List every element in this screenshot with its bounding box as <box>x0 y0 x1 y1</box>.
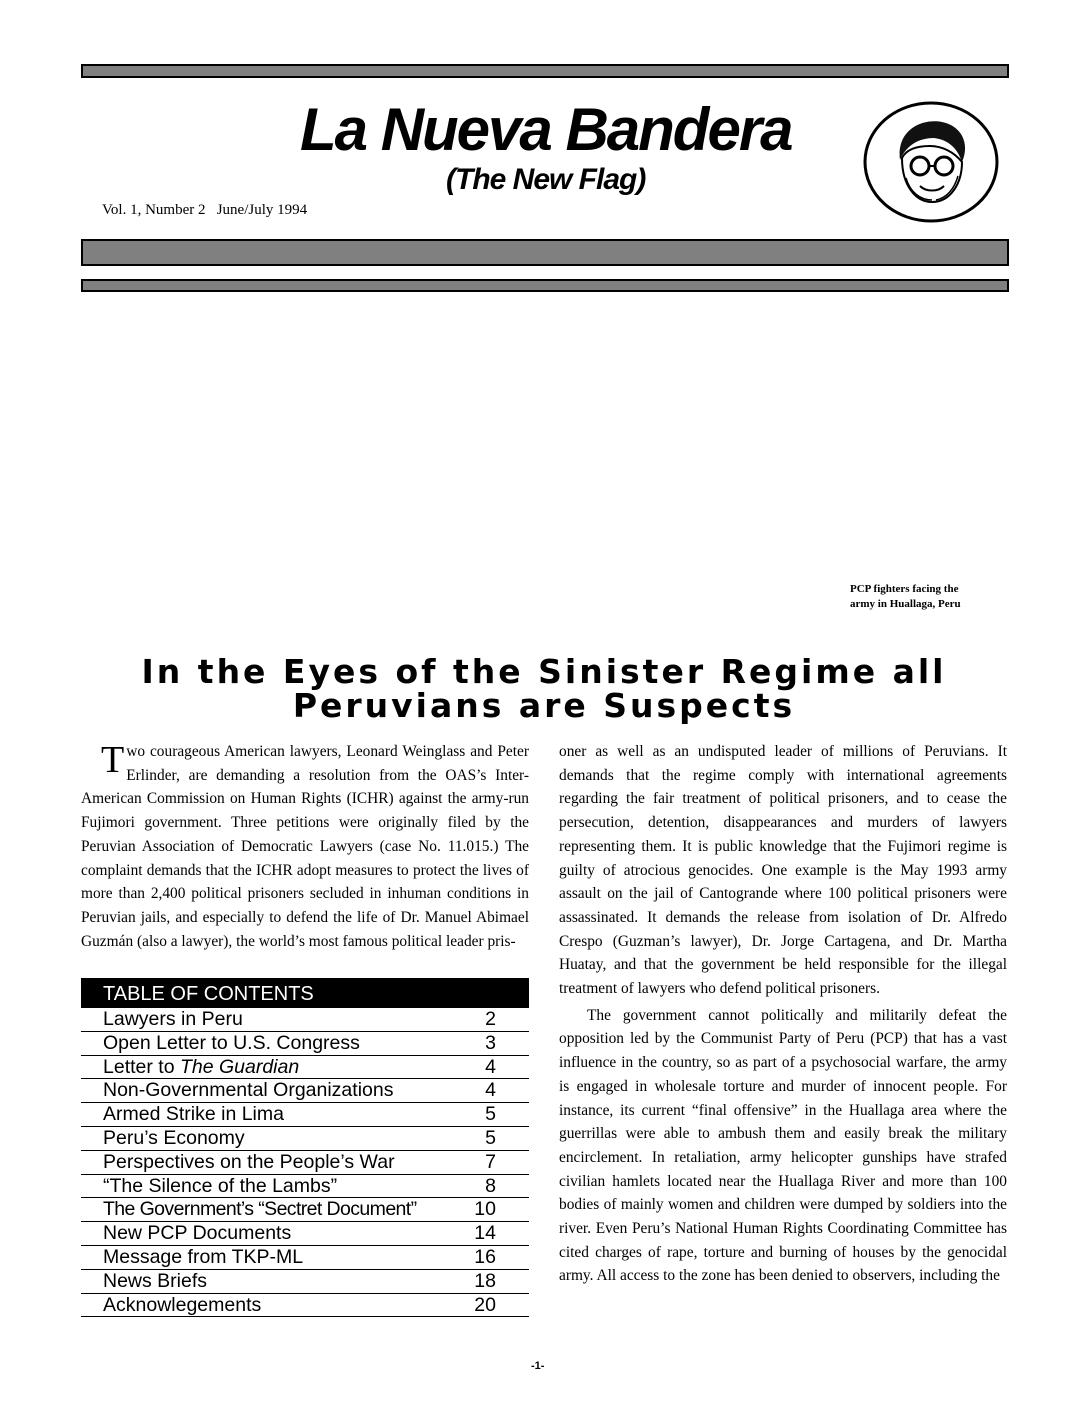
toc-entry-title-text: Letter to <box>103 1055 180 1078</box>
toc-entry-page: 2 <box>485 1008 496 1030</box>
photo-caption <box>850 582 1010 612</box>
toc-entry[interactable] <box>81 1032 529 1056</box>
table-of-contents <box>81 978 529 1317</box>
article-paragraph: wo courageous American lawyers, Leonard Weinglass and Peter Erlinder, are demanding a resolution from the OAS’s Inter-American Commission on Human Rights (ICHR) against the army-run Fujimori government. Three petitions were originally filed by the Peruvian Association of Democratic Lawyers (case No. 11.015.) The complaint demands that the ICHR adopt measures to protect the lives of more than 2,400 political prisoners secluded in inhuman conditions in Peruvian jails, and especially to defend the life of Dr. Manuel Abimael Guzmán (also a lawyer), the world’s most famous political leader pris- <box>81 743 529 950</box>
article-headline <box>90 652 998 725</box>
toc-entry-page: 20 <box>474 1293 496 1316</box>
middle-rule-bar <box>81 239 1009 266</box>
article-column-right <box>559 740 1007 1288</box>
toc-entry-title <box>103 1056 299 1078</box>
toc-entry-title: Armed Strike in Lima <box>103 1103 284 1126</box>
toc-entry[interactable] <box>81 1008 529 1032</box>
top-rule-bar <box>81 64 1009 78</box>
toc-entry[interactable] <box>81 1175 529 1199</box>
toc-entry-title: Acknowlegements <box>103 1293 262 1316</box>
article-column-left <box>81 740 529 953</box>
toc-entry-title: Perspectives on the People’s War <box>103 1150 395 1173</box>
toc-entry-page: 4 <box>485 1079 496 1102</box>
toc-entry[interactable] <box>81 1198 529 1222</box>
toc-entry[interactable] <box>81 1151 529 1175</box>
toc-entry-title: The Government’s “Sectret Document” <box>103 1198 417 1221</box>
toc-entry-title: Open Letter to U.S. Congress <box>103 1031 360 1054</box>
toc-entry-page: 8 <box>485 1174 496 1197</box>
toc-entry-page: 4 <box>485 1055 496 1078</box>
toc-entry-page: 5 <box>485 1103 496 1126</box>
toc-entry-title: New PCP Documents <box>103 1222 292 1245</box>
masthead-subtitle: (The New Flag) <box>446 163 646 196</box>
photo-caption-line: PCP fighters facing the <box>850 583 959 595</box>
toc-entry-title-italic: The Guardian <box>179 1055 300 1078</box>
toc-header: TABLE OF CONTENTS <box>81 978 529 1008</box>
lower-rule-bar <box>81 279 1009 292</box>
toc-entry-title: Message from TKP-ML <box>103 1245 304 1268</box>
toc-entry-page: 16 <box>474 1245 496 1268</box>
article-paragraph: oner as well as an undisputed leader of millions of Peruvians. It demands that the regime comply with international agreements regarding the fair treatment of political prisoners, and to cease the persecution, detention, disappearances and murders of lawyers representing them. It is public knowledge that the Fujimori regime is guilty of atrocious genocides. One example is the May 1993 army assault on the jail of Cantogrande where 100 political prisoners were assassinated. It demands the release from isolation of Dr. Alfredo Crespo (Guzman’s lawyer), Dr. Jorge Cartagena, and Dr. Martha Huatay, and that the government be held responsible for the illegal treatment of lawyers who defend political prisoners. <box>559 743 1007 998</box>
toc-entry-title: News Briefs <box>103 1269 208 1292</box>
toc-entry-page: 10 <box>474 1198 496 1221</box>
headline-line: In the Eyes of the Sinister Regime all <box>141 652 947 691</box>
drop-cap: T <box>101 739 125 781</box>
masthead-title: La Nueva Bandera <box>300 96 792 163</box>
toc-entry-page: 14 <box>474 1222 496 1245</box>
toc-entry[interactable] <box>81 1246 529 1270</box>
toc-entry[interactable] <box>81 1270 529 1294</box>
photo-caption-line: army in Huallaga, Peru <box>850 598 961 610</box>
toc-entry-title: Lawyers in Peru <box>103 1008 243 1030</box>
toc-entry[interactable] <box>81 1127 529 1151</box>
issue-line: Vol. 1, Number 2 June/July 1994 <box>102 202 308 218</box>
toc-entry-title: Non-Governmental Organizations <box>103 1079 394 1102</box>
toc-entry[interactable] <box>81 1294 529 1318</box>
toc-entry[interactable] <box>81 1103 529 1127</box>
toc-entry[interactable] <box>81 1056 529 1080</box>
article-paragraph: The government cannot politically and militarily defeat the opposition led by the Communist Party of Peru (PCP) that has a vast influence in the country, so as part of a psychosocial warfare, the army is engaged in wholesale torture and murder of innocent people. For instance, its current “final offensive” in the Huallaga area where the guerrillas were able to ambush them and easily break the military encirclement. In retaliation, army helicopter gunships have strafed civilian hamlets located near the Huallaga River and more than 100 bodies of mainly women and children were dumped by soldiers into the river. Even Peru’s National Human Rights Coordinating Committee has cited charges of rape, torture and burning of houses by the genocidal army. All access to the zone has been denied to observers, including the <box>559 1006 1007 1285</box>
toc-entry-page: 5 <box>485 1126 496 1149</box>
toc-entry-page: 7 <box>485 1150 496 1173</box>
headline-line: Peruvians are Suspects <box>292 686 796 725</box>
page-number: -1- <box>531 1360 545 1372</box>
toc-entry[interactable] <box>81 1222 529 1246</box>
portrait-logo <box>862 100 1000 224</box>
toc-entry-page: 18 <box>474 1269 496 1292</box>
toc-entry-title: Peru’s Economy <box>103 1126 245 1149</box>
toc-entry-page: 3 <box>485 1031 496 1054</box>
toc-entry-title: “The Silence of the Lambs” <box>103 1174 338 1197</box>
toc-entry[interactable] <box>81 1079 529 1103</box>
